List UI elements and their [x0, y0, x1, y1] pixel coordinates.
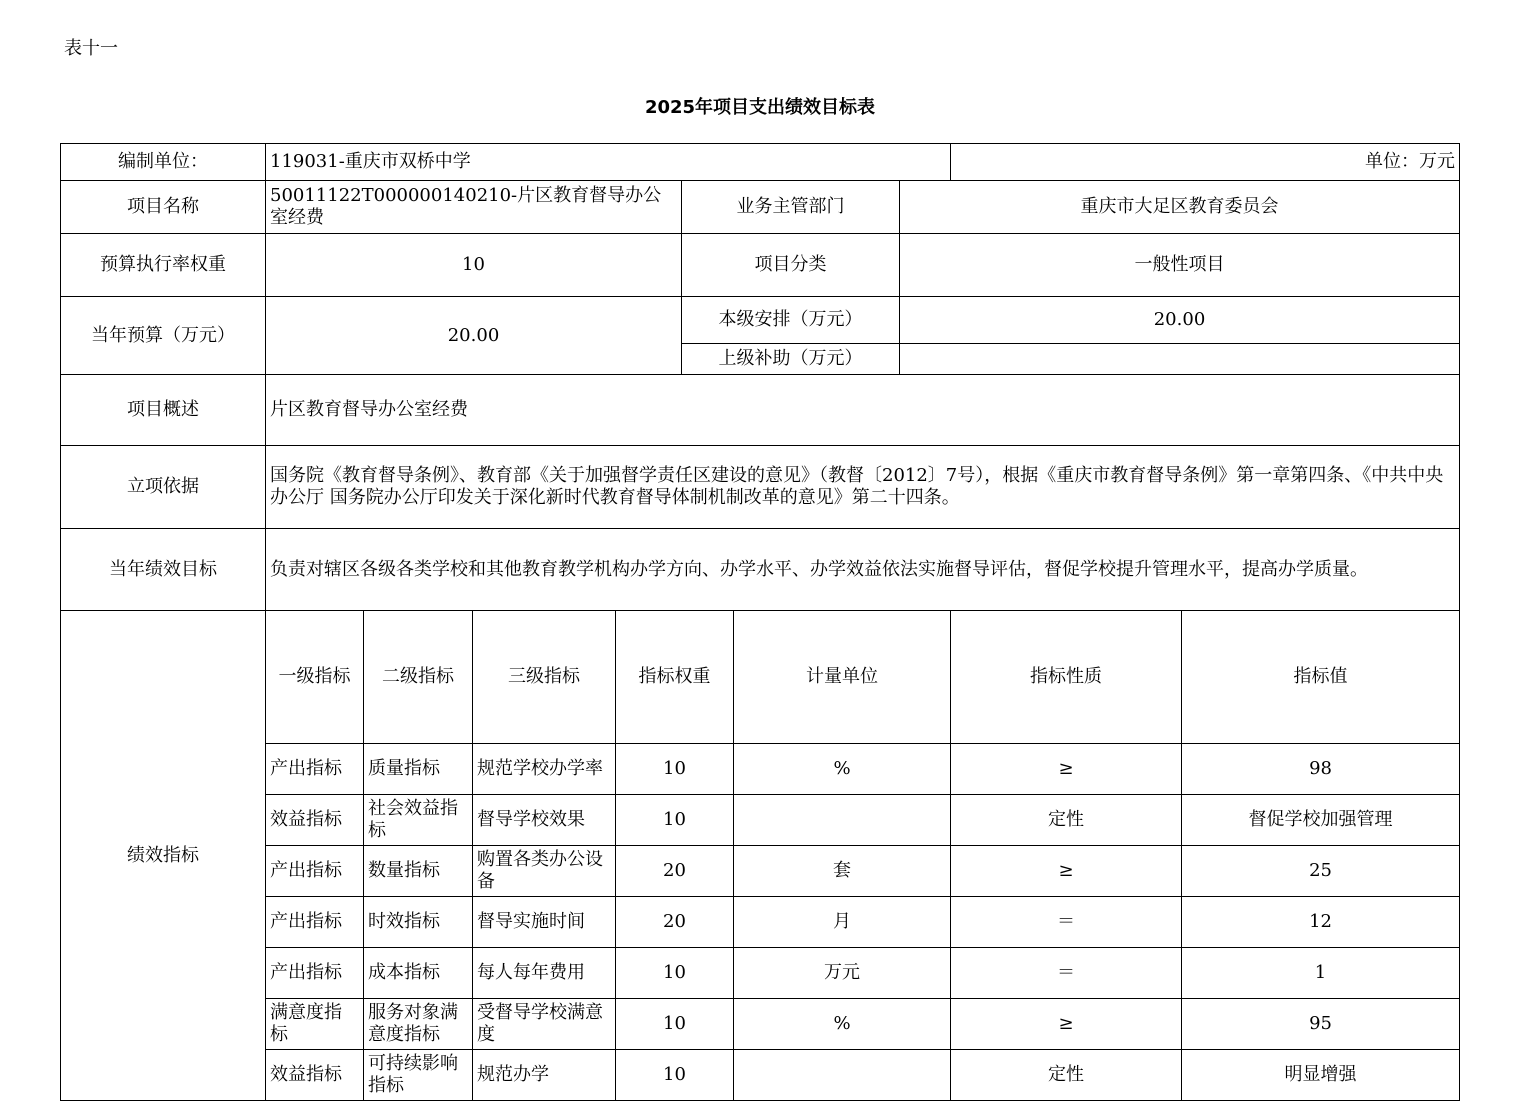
- level3-cell: 规范办学: [473, 1050, 616, 1101]
- weight-value: 10: [266, 234, 682, 297]
- unit-cell: 月: [734, 897, 951, 948]
- level1-cell: 产出指标: [266, 897, 364, 948]
- level1-cell: 效益指标: [266, 1050, 364, 1101]
- nature-cell: ≥: [951, 846, 1182, 897]
- column-header: 三级指标: [473, 611, 616, 744]
- overview-label: 项目概述: [61, 375, 266, 446]
- unit-label: 编制单位：: [61, 144, 266, 181]
- level2-cell: 时效指标: [364, 897, 473, 948]
- project-name-label: 项目名称: [61, 181, 266, 234]
- upper-subsidy-value: [900, 344, 1460, 375]
- level2-cell: 成本指标: [364, 948, 473, 999]
- table-row: [61, 897, 1460, 948]
- money-unit: 单位：万元: [951, 144, 1460, 181]
- unit-cell: %: [734, 999, 951, 1050]
- basis-label: 立项依据: [61, 446, 266, 529]
- table-row: [61, 795, 1460, 846]
- level1-cell: 产出指标: [266, 846, 364, 897]
- dept-label: 业务主管部门: [682, 181, 900, 234]
- nature-cell: ≥: [951, 744, 1182, 795]
- nature-cell: ≥: [951, 999, 1182, 1050]
- category-value: 一般性项目: [900, 234, 1460, 297]
- goal-label: 当年绩效目标: [61, 529, 266, 611]
- indicators-section-label: 绩效指标: [61, 611, 266, 1101]
- nature-cell: 定性: [951, 1050, 1182, 1101]
- local-funding-label: 本级安排（万元）: [682, 297, 900, 344]
- level3-cell: 规范学校办学率: [473, 744, 616, 795]
- nature-cell: ＝: [951, 948, 1182, 999]
- page-title: 2025年项目支出绩效目标表: [644, 97, 876, 118]
- unit-cell: 套: [734, 846, 951, 897]
- table-row: [61, 999, 1460, 1050]
- overview-value: 片区教育督导办公室经费: [266, 375, 1460, 446]
- weight-cell: 10: [616, 1050, 734, 1101]
- table-number: 表十一: [64, 38, 118, 59]
- unit-cell: 万元: [734, 948, 951, 999]
- performance-target-table: [60, 143, 1460, 1101]
- table-row: [61, 948, 1460, 999]
- level2-cell: 社会效益指标: [364, 795, 473, 846]
- column-header: 二级指标: [364, 611, 473, 744]
- category-label: 项目分类: [682, 234, 900, 297]
- level2-cell: 可持续影响指标: [364, 1050, 473, 1101]
- level3-cell: 受督导学校满意度: [473, 999, 616, 1050]
- unit-cell: %: [734, 744, 951, 795]
- basis-value: 国务院《教育督导条例》、教育部《关于加强督学责任区建设的意见》（教督〔2012〕7号），根据《重庆市教育督导条例》第一章第四条、《中共中央办公厅 国务院办公厅印发关于深化新时代教育督导体制机制改革的意见》第二十四条。: [266, 446, 1460, 529]
- level3-cell: 购置各类办公设备: [473, 846, 616, 897]
- value-cell: 督促学校加强管理: [1182, 795, 1460, 846]
- value-cell: 明显增强: [1182, 1050, 1460, 1101]
- weight-cell: 20: [616, 846, 734, 897]
- level1-cell: 产出指标: [266, 744, 364, 795]
- level3-cell: 督导学校效果: [473, 795, 616, 846]
- local-funding-value: 20.00: [900, 297, 1460, 344]
- unit-cell: [734, 1050, 951, 1101]
- weight-cell: 20: [616, 897, 734, 948]
- budget-value: 20.00: [266, 297, 682, 375]
- weight-cell: 10: [616, 795, 734, 846]
- unit-value: 119031-重庆市双桥中学: [266, 144, 951, 181]
- table-row: [61, 846, 1460, 897]
- column-header: 指标性质: [951, 611, 1182, 744]
- value-cell: 95: [1182, 999, 1460, 1050]
- column-header: 指标值: [1182, 611, 1460, 744]
- level2-cell: 数量指标: [364, 846, 473, 897]
- weight-cell: 10: [616, 999, 734, 1050]
- level2-cell: 质量指标: [364, 744, 473, 795]
- column-header: 计量单位: [734, 611, 951, 744]
- value-cell: 1: [1182, 948, 1460, 999]
- weight-cell: 10: [616, 948, 734, 999]
- value-cell: 25: [1182, 846, 1460, 897]
- weight-cell: 10: [616, 744, 734, 795]
- unit-cell: [734, 795, 951, 846]
- level3-cell: 督导实施时间: [473, 897, 616, 948]
- weight-label: 预算执行率权重: [61, 234, 266, 297]
- level2-cell: 服务对象满意度指标: [364, 999, 473, 1050]
- level1-cell: 满意度指标: [266, 999, 364, 1050]
- value-cell: 12: [1182, 897, 1460, 948]
- budget-label: 当年预算（万元）: [61, 297, 266, 375]
- level3-cell: 每人每年费用: [473, 948, 616, 999]
- nature-cell: 定性: [951, 795, 1182, 846]
- project-name-value: 50011122T000000140210-片区教育督导办公室经费: [266, 181, 682, 234]
- value-cell: 98: [1182, 744, 1460, 795]
- table-row: [61, 1050, 1460, 1101]
- column-header: 指标权重: [616, 611, 734, 744]
- level1-cell: 产出指标: [266, 948, 364, 999]
- level1-cell: 效益指标: [266, 795, 364, 846]
- column-header: 一级指标: [266, 611, 364, 744]
- table-row: [61, 744, 1460, 795]
- goal-value: 负责对辖区各级各类学校和其他教育教学机构办学方向、办学水平、办学效益依法实施督导评估，督促学校提升管理水平，提高办学质量。: [266, 529, 1460, 611]
- nature-cell: ＝: [951, 897, 1182, 948]
- upper-subsidy-label: 上级补助（万元）: [682, 344, 900, 375]
- dept-value: 重庆市大足区教育委员会: [900, 181, 1460, 234]
